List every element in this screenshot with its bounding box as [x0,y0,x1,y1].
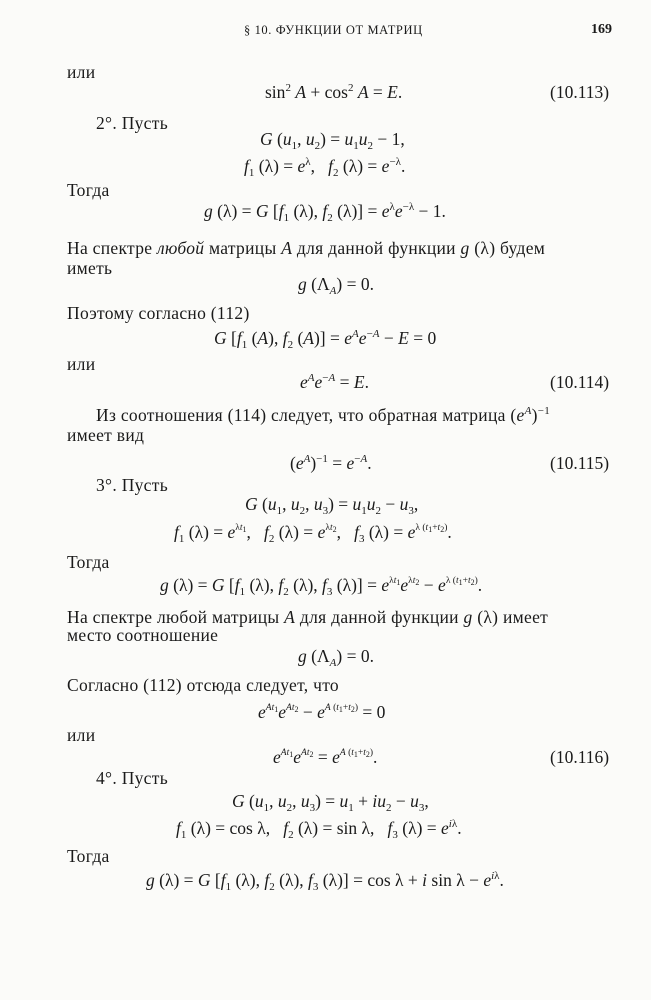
equation-10-113: $\sin^2 A + \cos^2 A = E$. [265,82,403,102]
paragraph-inverse-2: имеет вид [67,425,145,445]
equation-number: (10.113) [550,82,610,102]
paragraph-inverse-1: Из соотношения (114) следует, что обратная матрица $(e^A)^{-1}$ [96,405,551,425]
running-header: § 10. ФУНКЦИИ ОТ МАТРИЦ [244,23,423,37]
equation-number: (10.116) [550,747,610,767]
text-togda: Тогда [67,846,110,866]
text-ili: или [67,62,96,82]
equation-f-2: $f_1$ $(\lambda) = e^\lambda$, $f_2$ $(\lambda) = e^{-\lambda}$. [244,156,406,179]
equation-g-2: g (λ) = G [$f_1$ (λ), $f_2$ $(\lambda)] = e^\lambda e^{-\lambda} - 1$. [204,201,446,224]
item-3-heading: 3°. Пусть [96,475,168,495]
equation-g-lambda-A-1: g $(\Lambda_A) = 0$. [298,274,374,297]
text-togda: Тогда [67,552,110,572]
equation-g-4: g (λ) = G [$f_1$ (λ), $f_2$ (λ), $f_3$ (λ)] = cos λ + i $\sin \lambda - e^{i\lambda}$. [146,870,504,893]
paragraph-spectrum-2: На спектре любой матрицы A для данной функции g (λ) имеет [67,607,549,627]
text-ili: или [67,725,96,745]
text-poetomu: Поэтому согласно (112) [67,303,250,323]
equation-10-115: $(e^A)^{-1} = e^{-A}$. [290,453,372,473]
paragraph-spectrum-1: На спектре любой матрицы A для данной функции g (λ) будем [67,238,546,258]
equation-G-f-A: G [$f_1$ (A), $f_2$ $(A)] = e^Ae^{-A} - E = 0$ [214,328,437,351]
equation-eAt: $e^{At_1}e^{At_2} - e^{A (t_1+t_2)} = 0$ [258,702,386,722]
equation-G-4: G ($u_1$, $u_2$, $u_3) = u_1 + iu_2 - u_3$, [232,791,429,814]
equation-number: (10.114) [550,372,610,392]
text-togda: Тогда [67,180,110,200]
equation-f-3: $f_1$ $(\lambda) = e^{\lambda t_1}$, $f_2$ $(\lambda) = e^{\lambda t_2}$, $f_3$ $(\lambda) = e^{\lambda (t_1+t_2)}$. [174,522,452,545]
equation-G-3: G ($u_1$, $u_2$, $u_3) = u_1u_2 - u_3$, [245,494,419,517]
equation-g-lambda-A-2: g $(\Lambda_A) = 0$. [298,646,374,669]
equation-f-4: $f_1$ (λ) = cos λ, $f_2$ (λ) = sin λ, $f_3$ $(\lambda) = e^{i\lambda}$. [176,818,462,841]
equation-10-114: $e^Ae^{-A} = E$. [300,372,369,392]
equation-10-116: $e^{At_1}e^{At_2} = e^{A (t_1+t_2)}$. [273,747,378,767]
text-mesto: место соотношение [67,625,219,645]
item-4-heading: 4°. Пусть [96,768,168,788]
item-2-heading: 2°. Пусть [96,113,168,133]
text-soglasno: Согласно (112) отсюда следует, что [67,675,339,695]
equation-g-3: g (λ) = G [$f_1$ (λ), $f_2$ (λ), $f_3$ $(\lambda)] = e^{\lambda t_1}e^{\lambda t_2} - e^{\lambda (t_1+t_2)}$. [160,575,483,598]
text-imet: иметь [67,258,113,278]
text-ili: или [67,354,96,374]
equation-G-2: G ($u_1$, $u_2) = u_1u_2 - 1$, [260,129,405,152]
page-number: 169 [591,22,612,37]
equation-number: (10.115) [550,453,610,473]
